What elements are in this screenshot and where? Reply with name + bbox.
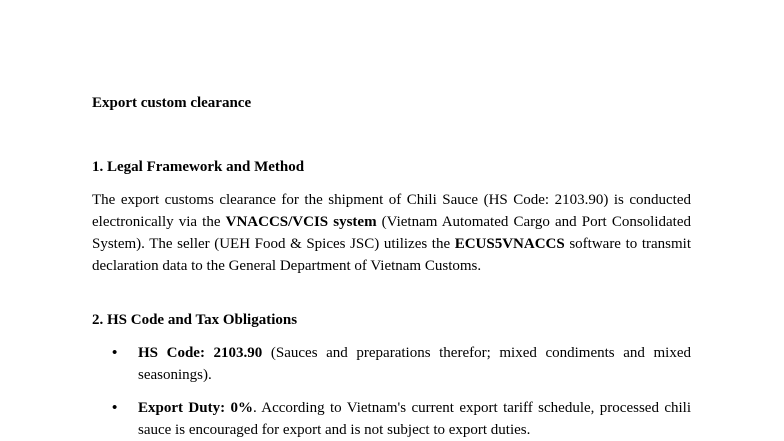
list-item-bold: HS Code: 2103.90 <box>138 345 263 361</box>
list-item-body: (Sauces and preparations therefor; mixed condiments and mixed seasonings). <box>138 345 691 383</box>
paragraph-text: (Vietnam Automated Cargo and Port Consolidated System). The seller (UEH Food & Spices JSC) utilizes the <box>92 214 691 252</box>
list-item-body: . According to Vietnam's current export tariff schedule, processed chili sauce is encouraged for export and is not subject to export duties. <box>138 400 691 438</box>
list-item-export-duty <box>112 397 691 441</box>
list-item-hs-code <box>112 342 691 386</box>
section-heading-hs-code: 2. HS Code and Tax Obligations <box>92 312 298 328</box>
bold-term-vnaccs: VNACCS/VCIS system <box>225 214 377 230</box>
paragraph-text: The export customs clearance for the shipment of Chili Sauce (HS Code: 2103.90) is conducted electronically via the <box>92 192 691 230</box>
list-item-text <box>138 397 691 441</box>
bold-term-ecus: ECUS5VNACCS <box>454 236 565 252</box>
section-heading-legal-framework: 1. Legal Framework and Method <box>92 159 305 175</box>
legal-framework-paragraph <box>92 189 691 277</box>
bullet-icon: • <box>112 400 118 416</box>
list-item-bold: Export Duty: 0% <box>138 400 253 416</box>
paragraph-text: software to transmit declaration data to the General Department of Vietnam Customs. <box>92 236 691 274</box>
bullet-icon: • <box>112 345 118 361</box>
list-item-text <box>138 342 691 386</box>
document-title: Export custom clearance <box>92 95 252 111</box>
